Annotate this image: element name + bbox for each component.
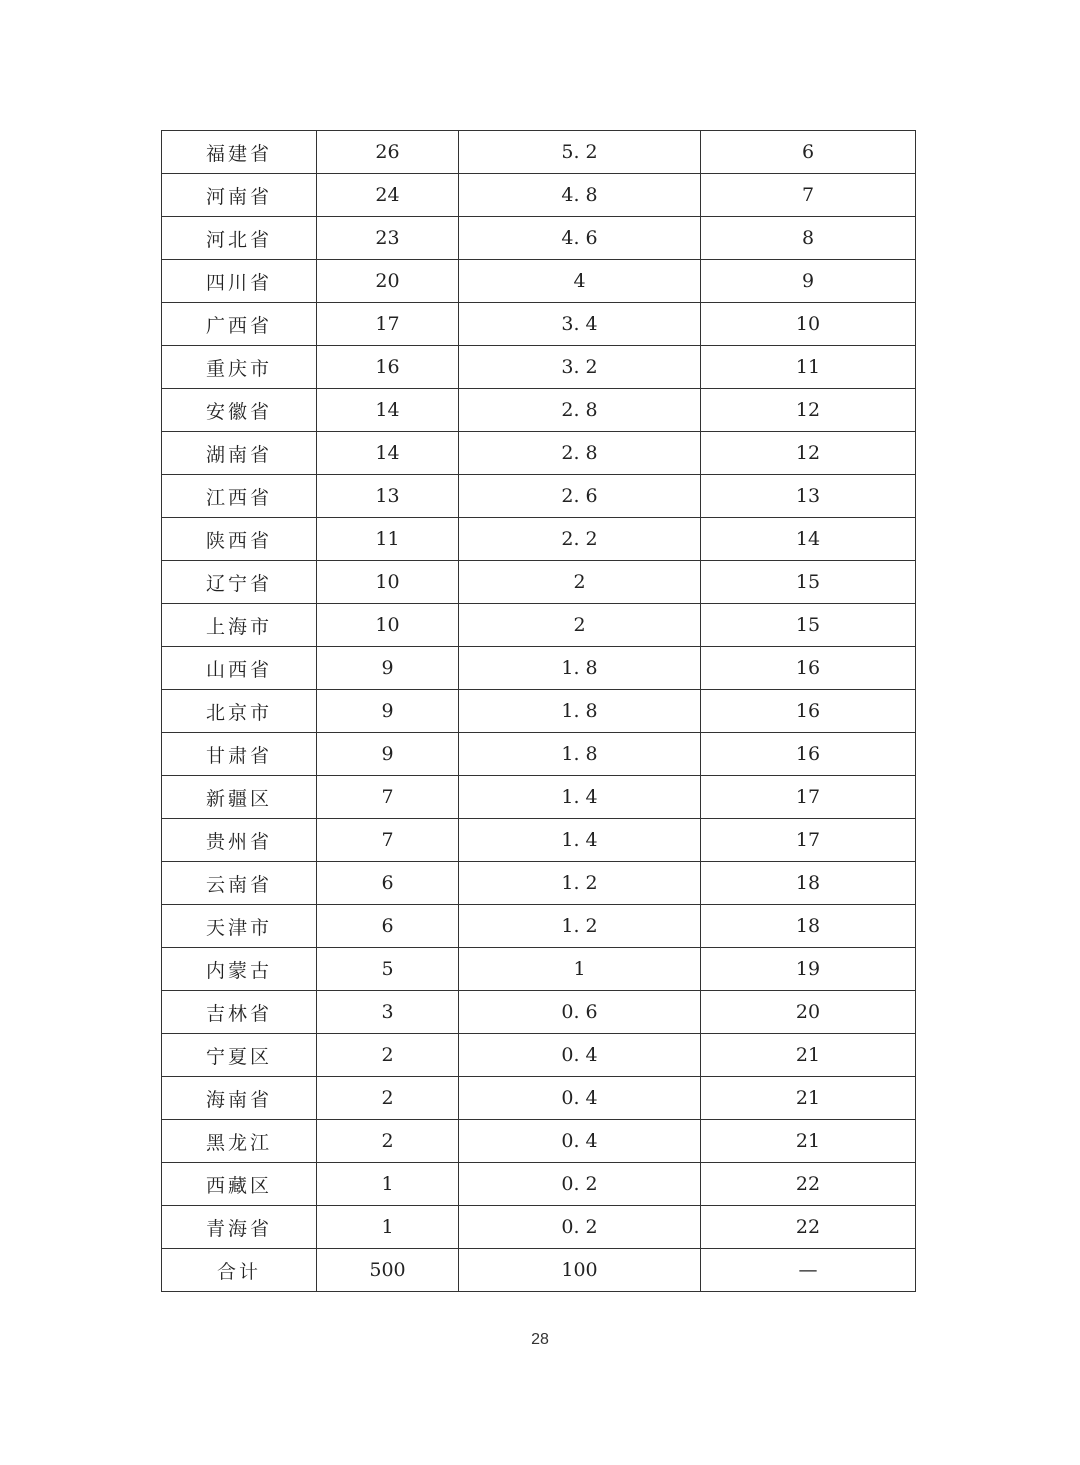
- count-cell: 1: [317, 1163, 459, 1206]
- percent-cell: 100: [459, 1249, 701, 1292]
- rank-cell: 16: [701, 733, 916, 776]
- percent-cell: 5. 2: [459, 131, 701, 174]
- percent-cell: 1. 8: [459, 690, 701, 733]
- table-row: [162, 346, 916, 389]
- count-cell: 2: [317, 1077, 459, 1120]
- count-cell: 13: [317, 475, 459, 518]
- rank-cell: 12: [701, 389, 916, 432]
- percent-cell: 2. 2: [459, 518, 701, 561]
- count-cell: 10: [317, 604, 459, 647]
- table-row: [162, 303, 916, 346]
- percent-cell: 4. 6: [459, 217, 701, 260]
- count-cell: 500: [317, 1249, 459, 1292]
- rank-cell: 20: [701, 991, 916, 1034]
- region-cell: 青海省: [162, 1206, 317, 1249]
- percent-cell: 4: [459, 260, 701, 303]
- region-cell: 海南省: [162, 1077, 317, 1120]
- region-cell: 吉林省: [162, 991, 317, 1034]
- table-row: [162, 862, 916, 905]
- count-cell: 2: [317, 1120, 459, 1163]
- count-cell: 26: [317, 131, 459, 174]
- region-cell: 河南省: [162, 174, 317, 217]
- region-cell: 辽宁省: [162, 561, 317, 604]
- count-cell: 9: [317, 690, 459, 733]
- table-row: [162, 1206, 916, 1249]
- region-cell: 新疆区: [162, 776, 317, 819]
- table-row: [162, 389, 916, 432]
- percent-cell: 1. 8: [459, 647, 701, 690]
- count-cell: 17: [317, 303, 459, 346]
- count-cell: 20: [317, 260, 459, 303]
- count-cell: 14: [317, 389, 459, 432]
- table-row: [162, 948, 916, 991]
- count-cell: 9: [317, 733, 459, 776]
- page-number: 28: [531, 1331, 549, 1348]
- rank-cell: 6: [701, 131, 916, 174]
- percent-cell: 2. 8: [459, 389, 701, 432]
- percent-cell: 2. 6: [459, 475, 701, 518]
- table-row: [162, 1034, 916, 1077]
- percent-cell: 0. 6: [459, 991, 701, 1034]
- percent-cell: 3. 4: [459, 303, 701, 346]
- count-cell: 23: [317, 217, 459, 260]
- rank-cell: 15: [701, 561, 916, 604]
- rank-cell: 9: [701, 260, 916, 303]
- table-body: [162, 131, 916, 1292]
- percent-cell: 3. 2: [459, 346, 701, 389]
- region-cell: 贵州省: [162, 819, 317, 862]
- table-row: [162, 1120, 916, 1163]
- region-cell: 湖南省: [162, 432, 317, 475]
- region-cell: 安徽省: [162, 389, 317, 432]
- table-row: [162, 819, 916, 862]
- percent-cell: 1. 4: [459, 776, 701, 819]
- rank-cell: 14: [701, 518, 916, 561]
- count-cell: 10: [317, 561, 459, 604]
- table-row: [162, 991, 916, 1034]
- count-cell: 3: [317, 991, 459, 1034]
- percent-cell: 1. 2: [459, 905, 701, 948]
- region-cell: 四川省: [162, 260, 317, 303]
- rank-cell: 17: [701, 819, 916, 862]
- table-row: [162, 1077, 916, 1120]
- count-cell: 6: [317, 862, 459, 905]
- region-cell: 内蒙古: [162, 948, 317, 991]
- region-cell: 福建省: [162, 131, 317, 174]
- percent-cell: 0. 4: [459, 1120, 701, 1163]
- table-row: [162, 604, 916, 647]
- rank-cell: 17: [701, 776, 916, 819]
- count-cell: 9: [317, 647, 459, 690]
- count-cell: 24: [317, 174, 459, 217]
- count-cell: 7: [317, 819, 459, 862]
- rank-cell: 8: [701, 217, 916, 260]
- region-cell: 广西省: [162, 303, 317, 346]
- region-cell: 西藏区: [162, 1163, 317, 1206]
- rank-cell: 22: [701, 1206, 916, 1249]
- percent-cell: 0. 4: [459, 1077, 701, 1120]
- percent-cell: 2. 8: [459, 432, 701, 475]
- percent-cell: 1. 8: [459, 733, 701, 776]
- rank-cell: 13: [701, 475, 916, 518]
- count-cell: 6: [317, 905, 459, 948]
- percent-cell: 1: [459, 948, 701, 991]
- table-row: [162, 733, 916, 776]
- table-row: [162, 776, 916, 819]
- rank-cell: 21: [701, 1120, 916, 1163]
- rank-cell: 21: [701, 1077, 916, 1120]
- rank-cell: 12: [701, 432, 916, 475]
- region-cell: 河北省: [162, 217, 317, 260]
- table-row: [162, 432, 916, 475]
- region-cell: 合计: [162, 1249, 317, 1292]
- count-cell: 2: [317, 1034, 459, 1077]
- rank-cell: 10: [701, 303, 916, 346]
- table-row: [162, 174, 916, 217]
- table-row: [162, 260, 916, 303]
- region-cell: 甘肃省: [162, 733, 317, 776]
- region-cell: 北京市: [162, 690, 317, 733]
- table-row: [162, 475, 916, 518]
- table-row: [162, 217, 916, 260]
- table-row: [162, 647, 916, 690]
- rank-cell: 18: [701, 905, 916, 948]
- region-cell: 山西省: [162, 647, 317, 690]
- percent-cell: 0. 2: [459, 1206, 701, 1249]
- rank-cell: 18: [701, 862, 916, 905]
- percent-cell: 1. 4: [459, 819, 701, 862]
- percent-cell: 4. 8: [459, 174, 701, 217]
- rank-cell: 7: [701, 174, 916, 217]
- rank-cell: 21: [701, 1034, 916, 1077]
- rank-cell: 22: [701, 1163, 916, 1206]
- percent-cell: 1. 2: [459, 862, 701, 905]
- region-cell: 江西省: [162, 475, 317, 518]
- table-row: [162, 905, 916, 948]
- count-cell: 1: [317, 1206, 459, 1249]
- count-cell: 16: [317, 346, 459, 389]
- count-cell: 5: [317, 948, 459, 991]
- rank-cell: 16: [701, 647, 916, 690]
- table-row: [162, 518, 916, 561]
- count-cell: 11: [317, 518, 459, 561]
- percent-cell: 2: [459, 561, 701, 604]
- percent-cell: 0. 2: [459, 1163, 701, 1206]
- count-cell: 14: [317, 432, 459, 475]
- table-row: [162, 131, 916, 174]
- region-statistics-table: [161, 130, 916, 1292]
- region-cell: 重庆市: [162, 346, 317, 389]
- table-row: [162, 1163, 916, 1206]
- rank-cell: 15: [701, 604, 916, 647]
- region-cell: 宁夏区: [162, 1034, 317, 1077]
- rank-cell: —: [701, 1249, 916, 1292]
- table-row: [162, 690, 916, 733]
- count-cell: 7: [317, 776, 459, 819]
- region-cell: 云南省: [162, 862, 317, 905]
- rank-cell: 16: [701, 690, 916, 733]
- table-row: [162, 561, 916, 604]
- region-cell: 天津市: [162, 905, 317, 948]
- percent-cell: 2: [459, 604, 701, 647]
- rank-cell: 19: [701, 948, 916, 991]
- region-cell: 黑龙江: [162, 1120, 317, 1163]
- region-cell: 上海市: [162, 604, 317, 647]
- region-cell: 陕西省: [162, 518, 317, 561]
- rank-cell: 11: [701, 346, 916, 389]
- table-total-row: [162, 1249, 916, 1292]
- percent-cell: 0. 4: [459, 1034, 701, 1077]
